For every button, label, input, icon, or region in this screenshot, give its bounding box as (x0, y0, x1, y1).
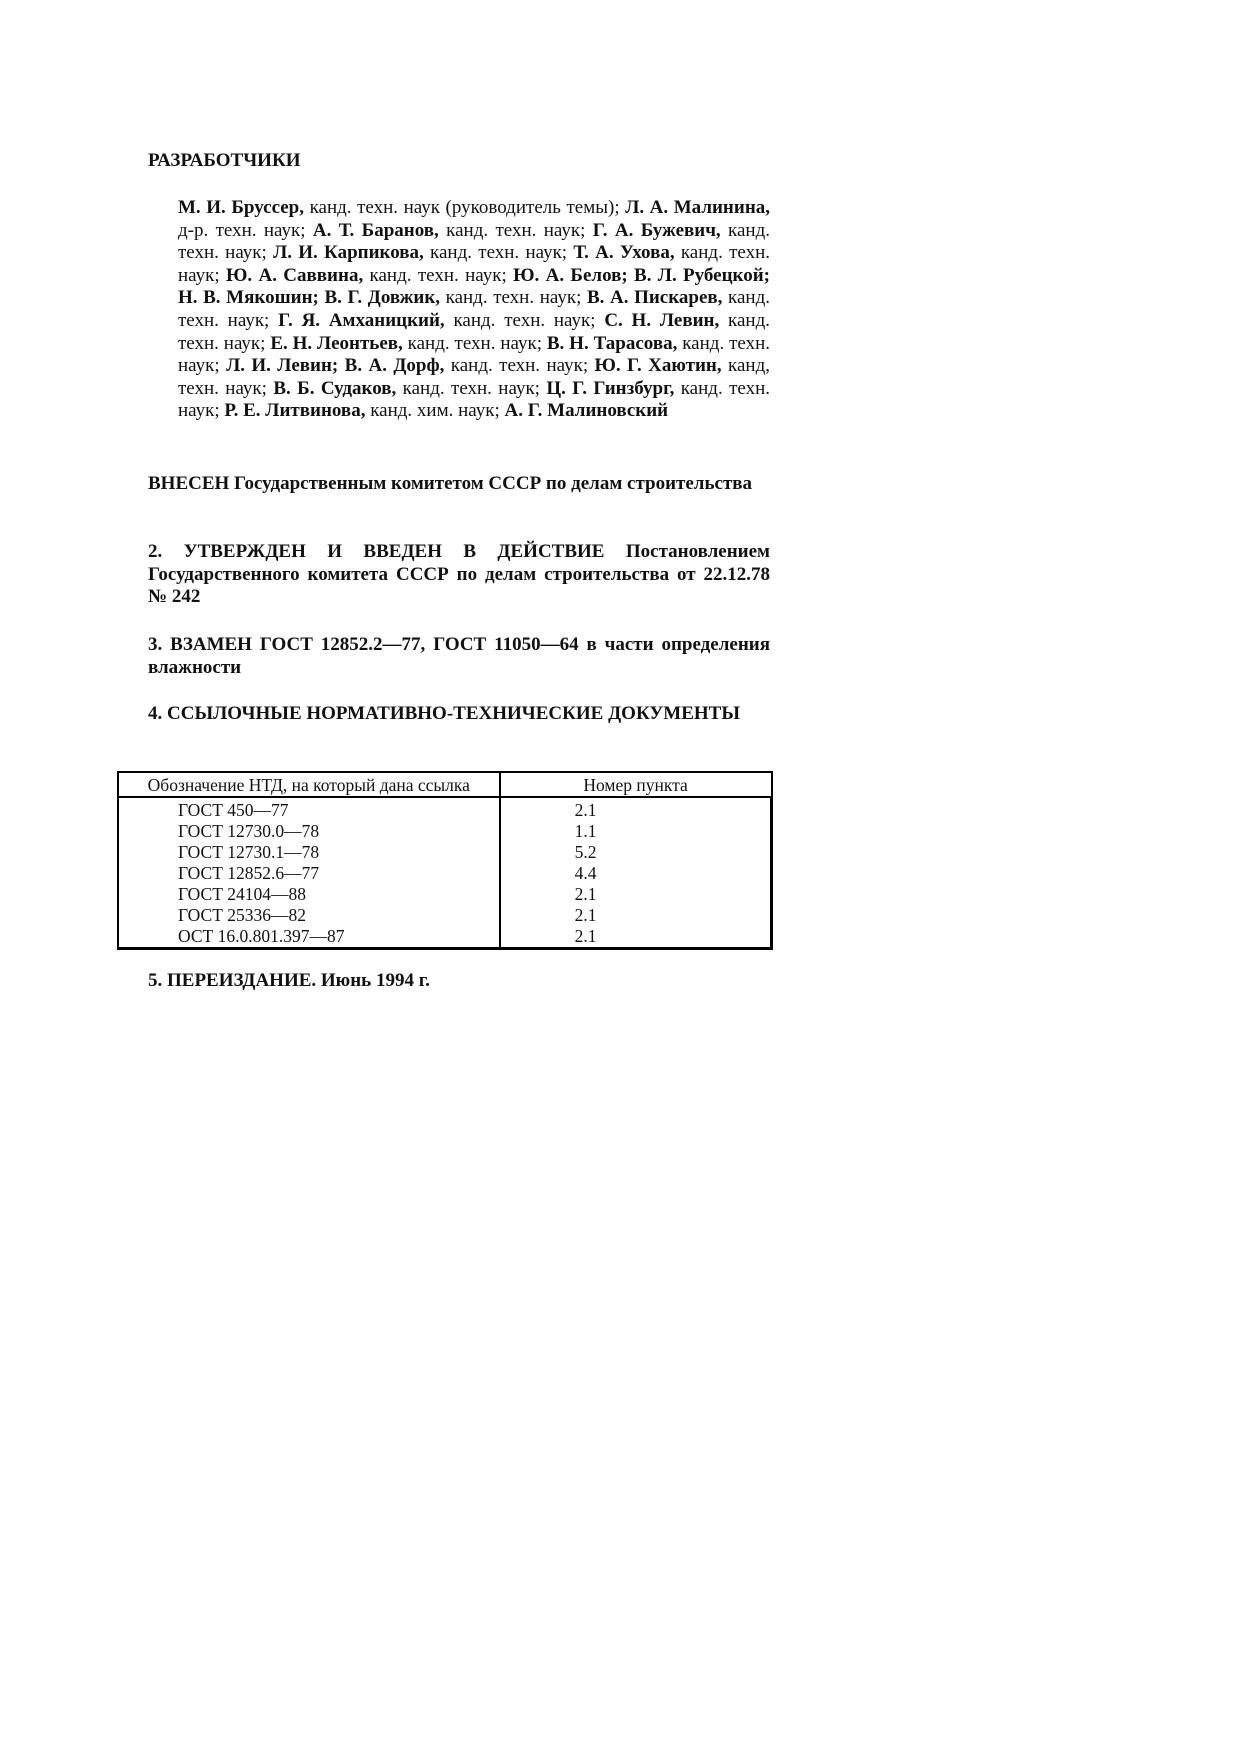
developer-degree: канд. техн. наук; (178, 332, 770, 377)
developer-name: Т. А. Ухова, (573, 242, 675, 264)
column-header-document: Обозначение НТД, на который дана ссылка (118, 772, 500, 797)
developer-degree: канд. техн. наук; (444, 309, 605, 331)
developer-degree: канд. техн. наук; (178, 219, 771, 264)
developer-name: В. Н. Тарасова, (546, 332, 678, 354)
clause-cell: 2.1 (500, 884, 772, 905)
developer-name: Л. А. Малинина, (625, 197, 771, 218)
table-row (118, 821, 772, 842)
clause-cell: 2.1 (500, 905, 772, 926)
table-row (118, 884, 772, 905)
developer-degree: канд. хим. наук; (365, 400, 505, 422)
document-cell: ГОСТ 24104—88 (118, 884, 500, 905)
developers-list (178, 197, 770, 423)
clause-cell: 5.2 (500, 842, 772, 863)
developer-name: В. Б. Судаков, (273, 377, 397, 399)
developer-name: М. И. Бруссер, (178, 197, 305, 218)
submitted-by-statement: ВНЕСЕН Государственным комитетом СССР по делам строительства (148, 473, 753, 494)
clause-cell: 1.1 (500, 821, 772, 842)
document-cell: ОСТ 16.0.801.397—87 (118, 926, 500, 949)
document-cell: ГОСТ 12730.0—78 (118, 821, 500, 842)
document-cell: ГОСТ 12730.1—78 (118, 842, 500, 863)
table-row (118, 842, 772, 863)
developer-degree: канд. техн. наук; (178, 309, 770, 354)
developer-name: Е. Н. Леонтьев, (270, 332, 403, 354)
developer-degree: д-р. техн. наук; (178, 219, 313, 241)
developer-name: А. Т. Баранов, (312, 219, 439, 241)
developer-degree: канд. техн. наук; (178, 377, 770, 422)
developer-name: Р. Е. Литвинова, (224, 400, 366, 422)
developer-degree: канд. техн. наук; (178, 287, 770, 331)
developer-name: Ю. А. Белов; В. Л. Рубецкой; Н. В. Мякошин; В. Г. Довжик, (178, 264, 771, 309)
developer-degree: канд. техн. наук; (444, 355, 595, 377)
reissue-statement: 5. ПЕРЕИЗДАНИЕ. Июнь 1994 г. (148, 970, 430, 991)
developer-name: В. А. Пискарев, (586, 287, 723, 309)
clause-cell: 2.1 (500, 797, 772, 821)
developer-degree: канд. техн. наук; (402, 332, 547, 354)
table-header-row (118, 772, 772, 797)
document-cell: ГОСТ 450—77 (118, 797, 500, 821)
table-row (118, 905, 772, 926)
developers-heading: РАЗРАБОТЧИКИ (148, 150, 301, 171)
clause-cell: 2.1 (500, 926, 772, 949)
developer-degree: канд. техн. наук; (440, 287, 587, 309)
developer-degree: канд. техн. наук; (423, 242, 574, 264)
developer-degree: канд. техн. наук; (438, 219, 593, 241)
developer-name: Ю. Г. Хаютин, (594, 355, 722, 377)
developer-name: С. Н. Левин, (604, 309, 720, 331)
replaces-statement: 3. ВЗАМЕН ГОСТ 12852.2—77, ГОСТ 11050—64 в части определения влажности (148, 634, 770, 678)
developer-name: Г. А. Бужевич, (592, 219, 721, 241)
developer-name: Л. И. Левин; В. А. Дорф, (226, 355, 445, 377)
document-cell: ГОСТ 25336—82 (118, 905, 500, 926)
table-row (118, 863, 772, 884)
column-header-clause: Номер пункта (500, 772, 772, 797)
developer-degree: канд. техн. наук; (396, 377, 547, 399)
developer-degree: канд. техн. наук; (178, 242, 770, 286)
references-title: 4. ССЫЛОЧНЫЕ НОРМАТИВНО-ТЕХНИЧЕСКИЕ ДОКУМЕНТЫ (148, 703, 741, 724)
developer-name: Ю. А. Саввина, (226, 264, 364, 286)
table-row (118, 926, 772, 949)
developer-name: Л. И. Карпикова, (273, 242, 424, 264)
developer-degree: канд. техн. наук (руководитель темы); (304, 197, 626, 218)
document-cell: ГОСТ 12852.6—77 (118, 863, 500, 884)
developer-name: Г. Я. Амханицкий, (278, 309, 445, 331)
developer-name: Ц. Г. Гинзбург, (546, 377, 675, 399)
developer-name: А. Г. Малиновский (504, 400, 669, 422)
approval-statement: 2. УТВЕРЖДЕН И ВВЕДЕН В ДЕЙСТВИЕ Постановлением Государственного комитета СССР по делам строительства от 22.12.78 № 242 (148, 541, 770, 608)
developer-degree: канд. техн. наук; (363, 264, 514, 286)
references-table (117, 771, 773, 950)
clause-cell: 4.4 (500, 863, 772, 884)
table-row (118, 797, 772, 821)
developer-degree: канд, техн. наук; (178, 355, 771, 399)
